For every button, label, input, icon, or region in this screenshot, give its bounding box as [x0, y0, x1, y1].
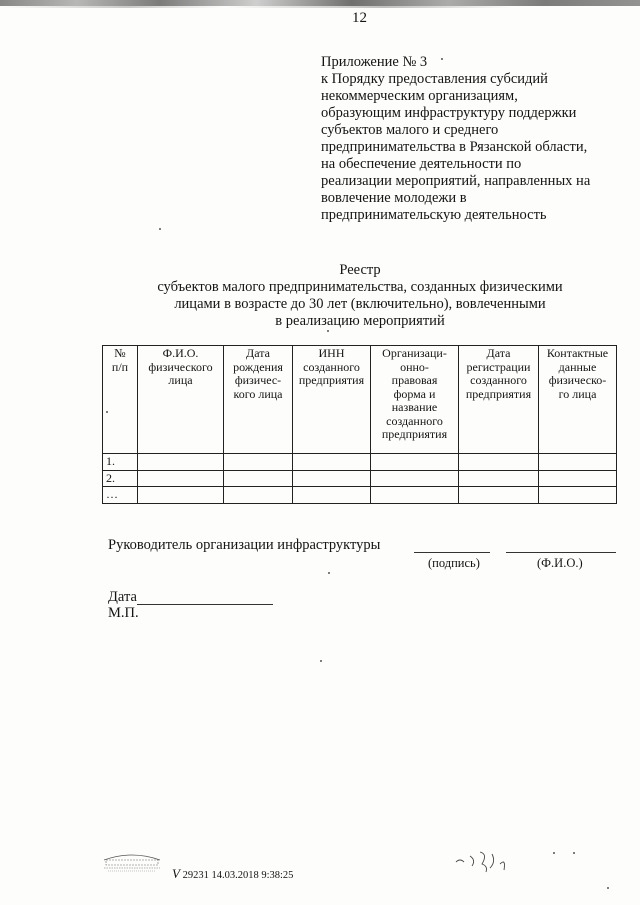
table-cell [539, 470, 617, 487]
head-of-organization-label: Руководитель организации инфраструктуры [108, 537, 381, 553]
table-cell: 1. [103, 454, 138, 471]
column-header-number: № п/п [103, 346, 138, 454]
table-cell [371, 487, 459, 504]
stamp-number: 29231 [182, 870, 209, 881]
scan-speck [327, 330, 329, 332]
column-header-birth-date: Дата рождения физичес- кого лица [224, 346, 293, 454]
annex-line: вовлечение молодежи в [321, 190, 467, 206]
table-cell [539, 487, 617, 504]
table-cell [293, 454, 371, 471]
annex-line: реализации мероприятий, направленных на [321, 173, 591, 189]
scan-speck [106, 411, 108, 413]
annex-line: предпринимательства в Рязанской области, [321, 139, 588, 155]
table-row [103, 454, 617, 471]
column-header-full-name: Ф.И.О. физического лица [138, 346, 224, 454]
signature-hint: (подпись) [428, 556, 480, 570]
scan-speck [573, 852, 575, 854]
registry-table [102, 345, 617, 504]
scan-speck [320, 660, 322, 662]
annex-line: предпринимательскую деятельность [321, 207, 547, 223]
seal-label: М.П. [108, 605, 139, 621]
scan-speck [553, 852, 555, 854]
table-cell [371, 454, 459, 471]
table-row [103, 487, 617, 504]
stamp-datetime: 14.03.2018 9:38:25 [211, 870, 294, 881]
scan-edge-shadow [0, 6, 640, 8]
table-cell [224, 470, 293, 487]
handwritten-mark [452, 842, 532, 882]
table-cell: … [103, 487, 138, 504]
name-hint: (Ф.И.О.) [537, 556, 583, 570]
table-row [103, 470, 617, 487]
table-cell [224, 487, 293, 504]
name-line [506, 552, 616, 553]
annex-line: некоммерческим организациям, [321, 88, 518, 104]
column-header-inn: ИНН созданного предприятия [293, 346, 371, 454]
table-cell [459, 470, 539, 487]
table-header-row [103, 346, 617, 454]
column-header-contacts: Контактные данные физическо- го лица [539, 346, 617, 454]
table-cell [138, 470, 224, 487]
annex-line: Приложение № 3 [321, 54, 428, 70]
date-label: Дата [108, 589, 137, 605]
table-cell [293, 470, 371, 487]
table-cell [293, 487, 371, 504]
table-cell [539, 454, 617, 471]
table-cell [459, 454, 539, 471]
page-number: 12 [352, 10, 367, 26]
annex-line: субъектов малого и среднего [321, 122, 499, 138]
date-line [137, 604, 273, 605]
registry-subtitle-line: лицами в возрасте до 30 лет (включительно), вовлеченными [174, 296, 546, 312]
annex-header [321, 54, 621, 224]
signature-line [414, 552, 490, 553]
annex-line: к Порядку предоставления субсидий [321, 71, 548, 87]
scan-speck [159, 228, 161, 230]
scan-speck [441, 58, 443, 60]
table-cell [371, 470, 459, 487]
stamp-mark: V [172, 866, 180, 881]
table-cell: 2. [103, 470, 138, 487]
registry-subtitle-line: в реализацию мероприятий [275, 313, 445, 329]
table-cell [138, 487, 224, 504]
annex-line: на обеспечение деятельности по [321, 156, 522, 172]
registry-title [100, 262, 620, 330]
table-cell [138, 454, 224, 471]
column-header-registration-date: Дата регистрации созданного предприятия [459, 346, 539, 454]
table-cell [459, 487, 539, 504]
annex-line: образующим инфраструктуру поддержки [321, 105, 577, 121]
scan-speck [607, 887, 609, 889]
registry-stamp-logo [100, 850, 164, 874]
column-header-legal-form: Организаци- онно- правовая форма и название созданного предприятия [371, 346, 459, 454]
scan-speck [328, 572, 330, 574]
registry-subtitle-line: субъектов малого предпринимательства, созданных физическими [157, 279, 563, 295]
registry-heading: Реестр [339, 262, 381, 278]
document-stamp [172, 866, 293, 882]
table-cell [224, 454, 293, 471]
